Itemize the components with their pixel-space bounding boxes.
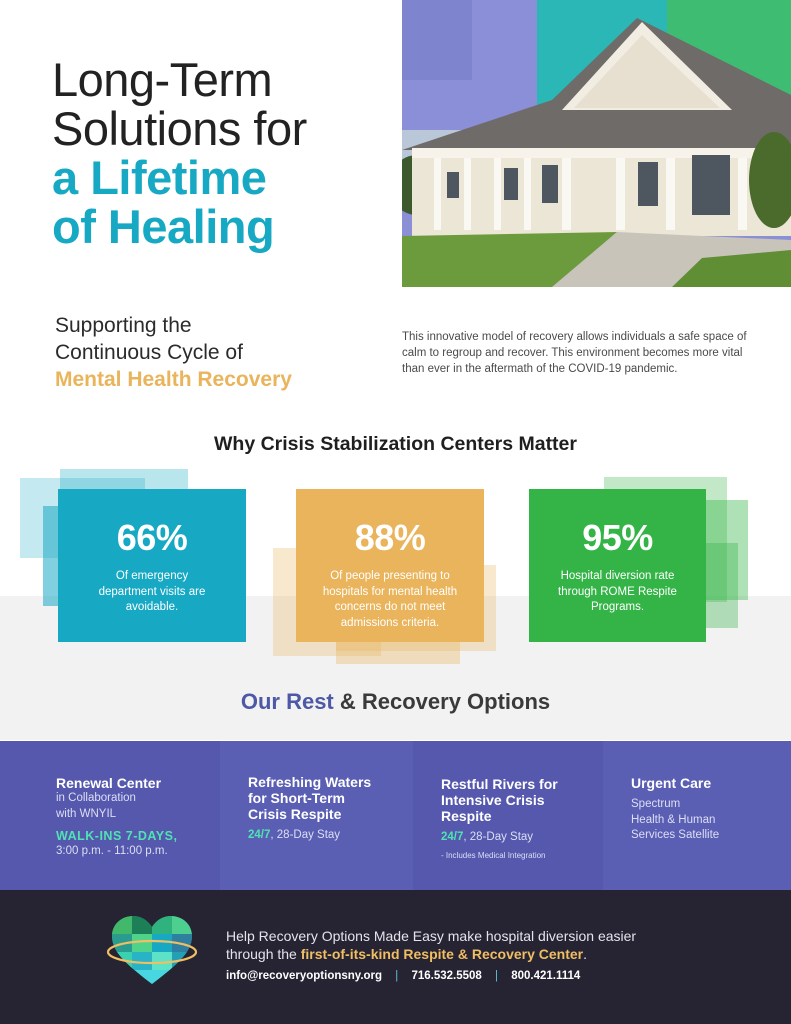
footer-line2-highlight: first-of-its-kind Respite & Recovery Center	[300, 946, 584, 962]
option-sub: in Collaboration	[56, 792, 136, 804]
footer-contacts	[226, 970, 580, 982]
hero-title-line3: a Lifetime	[52, 151, 267, 204]
subtitle-line2: Continuous Cycle of	[55, 341, 243, 364]
phone-link-1[interactable]: 716.532.5508	[411, 970, 482, 982]
house-illustration	[402, 0, 791, 287]
option-sub: Health & Human	[631, 813, 716, 826]
option-title: Crisis Respite	[248, 806, 342, 822]
stat-value: 88%	[354, 517, 426, 558]
option-title: Refreshing Waters	[248, 774, 372, 790]
option-schedule	[248, 828, 413, 844]
option-title: Renewal Center	[56, 775, 162, 791]
option-title: Intensive Crisis	[441, 792, 545, 808]
stats-heading: Why Crisis Stabilization Centers Matter	[214, 433, 577, 455]
footer-line1: Help Recovery Options Made Easy make hospital diversion easier	[226, 928, 637, 944]
option-sub: with WNYIL	[56, 807, 117, 820]
option-renewal-center	[0, 741, 220, 890]
options-heading-rest: & Recovery Options	[333, 689, 551, 714]
stat-card-emergency	[58, 489, 246, 642]
stat-value: 95%	[582, 517, 653, 558]
option-title: for Short-Term	[248, 790, 345, 806]
footer-line2-start: through the	[226, 946, 301, 962]
option-title: Respite	[441, 808, 492, 824]
subtitle-line1: Supporting the	[55, 314, 192, 337]
option-schedule	[441, 830, 603, 846]
heart-logo-icon	[106, 912, 198, 988]
footer-message	[226, 927, 706, 963]
hero-title	[52, 53, 392, 253]
phone-link-2[interactable]: 800.421.1114	[511, 970, 581, 982]
option-highlight: WALK-INS 7-DAYS,	[56, 829, 178, 843]
separator: |	[395, 970, 399, 982]
house-photo	[402, 0, 791, 287]
option-title: Restful Rivers for	[441, 776, 558, 792]
option-detail: 3:00 p.m. - 11:00 p.m.	[56, 845, 168, 857]
option-sub: Services Satellite	[631, 829, 720, 841]
hero-title-line4: of Healing	[52, 200, 275, 253]
option-refreshing-waters	[220, 741, 413, 890]
footer-line2-end: .	[583, 946, 588, 962]
option-detail: , 28-Day Stay	[463, 831, 534, 843]
options-heading	[0, 689, 791, 715]
subtitle-highlight: Mental Health Recovery	[55, 368, 292, 391]
footer	[0, 890, 791, 1024]
stat-caption: Of emergency department visits are avoidable.	[98, 570, 206, 613]
options-heading-strong: Our Rest	[240, 689, 334, 714]
separator: |	[495, 970, 499, 982]
intro-paragraph: This innovative model of recovery allows individuals a safe space of calm to regroup and recover. This environment becomes more vital than ever in the aftermath of the COVID-19 pandemic.	[402, 331, 747, 375]
option-highlight: 24/7	[441, 831, 464, 843]
options-band	[0, 741, 791, 890]
option-urgent-care	[603, 741, 791, 890]
option-highlight: 24/7	[248, 829, 271, 841]
stat-value: 66%	[116, 517, 188, 558]
stat-caption: Hospital diversion rate through ROME Respite Programs.	[558, 570, 677, 613]
option-detail: , 28-Day Stay	[270, 829, 341, 841]
stat-caption: Of people presenting to hospitals for mental health concerns do not meet admissions criteria.	[322, 570, 458, 629]
option-note: - Includes Medical Integration	[441, 850, 546, 860]
subtitle	[55, 312, 375, 393]
option-sub: Spectrum	[631, 798, 681, 810]
hero-title-line1: Long-Term	[52, 53, 273, 106]
stat-card-diversion	[529, 489, 706, 642]
stat-card-admissions	[296, 489, 484, 642]
hero-title-line2: Solutions for	[52, 102, 307, 155]
option-restful-rivers	[413, 741, 603, 890]
email-link[interactable]: info@recoveryoptionsny.org	[226, 970, 383, 982]
option-title: Urgent Care	[631, 775, 712, 791]
